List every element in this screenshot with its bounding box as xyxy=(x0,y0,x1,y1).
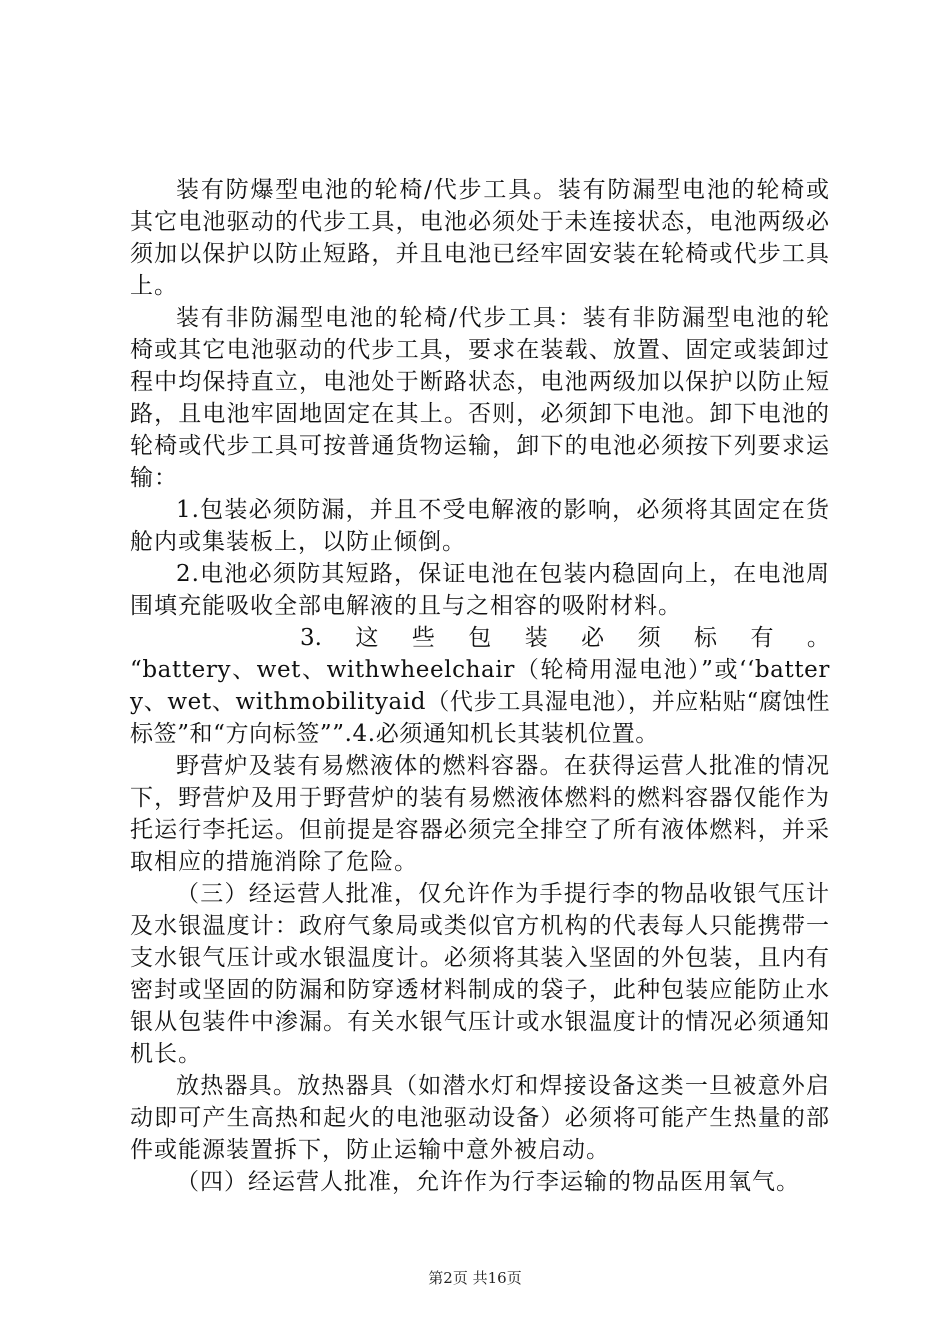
spread-char: 3. xyxy=(300,625,322,651)
spread-char: 有 xyxy=(750,625,774,651)
document-body xyxy=(130,174,830,1198)
paragraph-explosion-proof-battery: 装有防爆型电池的轮椅/代步工具。装有防漏型电池的轮椅或其它电池驱动的代步工具，电池必须处于未连接状态，电池两级必须加以保护以防止短路，并且电池已经牢固安装在轮椅或代步工具上。 xyxy=(130,177,830,299)
paragraph-camping-stove: 野营炉及装有易燃液体的燃料容器。在获得运营人批准的情况下，野营炉及用于野营炉的装有易燃液体燃料的燃料容器仅能作为托运行李托运。但前提是容器必须完全排空了所有液体燃料，并采取相应的措施消除了危险。 xyxy=(130,753,830,875)
spread-char: 包 xyxy=(468,625,492,651)
spread-char: 这 xyxy=(355,625,379,651)
spread-char: 些 xyxy=(411,625,435,651)
spread-char: 标 xyxy=(694,625,718,651)
paragraph-section-4-oxygen: （四）经运营人批准，允许作为行李运输的物品医用氧气。 xyxy=(176,1169,800,1195)
paragraph-item-3-spread-line xyxy=(130,622,830,654)
paragraph-item-1: 1.包装必须防漏，并且不受电解液的影响，必须将其固定在货舱内或集装板上，以防止倾倒。 xyxy=(130,497,830,555)
paragraph-heat-producing: 放热器具。放热器具（如潜水灯和焊接设备这类一旦被意外启动即可产生高热和起火的电池驱动设备）必须将可能产生热量的部件或能源装置拆下，防止运输中意外被启动。 xyxy=(130,1073,830,1163)
spread-char: 须 xyxy=(637,625,661,651)
paragraph-section-3-mercury: （三）经运营人批准，仅允许作为手提行李的物品收银气压计及水银温度计：政府气象局或类似官方机构的代表每人只能携带一支水银气压计或水银温度计。必须将其装入坚固的外包装，且内有密封或坚固的防漏和防穿透材料制成的袋子，此种包装应能防止水银从包装件中渗漏。有关水银气压计或水银温度计的情况必须通知机长。 xyxy=(130,881,830,1067)
spread-char: 必 xyxy=(581,625,605,651)
spread-char: 装 xyxy=(524,625,548,651)
page-footer: 第2页 共16页 xyxy=(428,1269,522,1287)
paragraph-item-3-continuation: “battery、wet、withwheelchair（轮椅用湿电池）”或‘‘battery、wet、withmobilityaid（代步工具湿电池），并应粘贴“腐蚀性标签”和“方向标签””.4.必须通知机长其装机位置。 xyxy=(130,657,830,747)
spread-char: 。 xyxy=(806,625,830,651)
paragraph-non-spillable-battery: 装有非防漏型电池的轮椅/代步工具：装有非防漏型电池的轮椅或其它电池驱动的代步工具，要求在装载、放置、固定或装卸过程中均保持直立，电池处于断路状态，电池两级加以保护以防止短路，且电池牢固地固定在其上。否则，必须卸下电池。卸下电池的轮椅或代步工具可按普通货物运输，卸下的电池必须按下列要求运输： xyxy=(130,305,830,491)
paragraph-item-2: 2.电池必须防其短路，保证电池在包装内稳固向上，在电池周围填充能吸收全部电解液的且与之相容的吸附材料。 xyxy=(130,561,830,619)
